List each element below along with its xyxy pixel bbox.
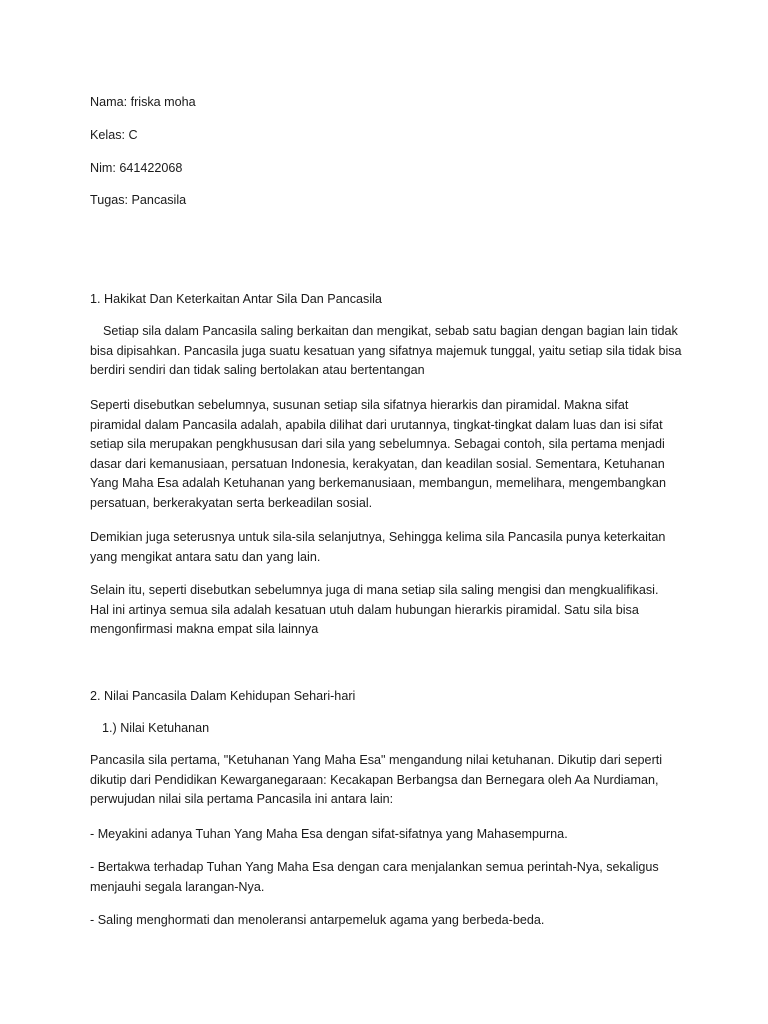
list-item-1: - Meyakini adanya Tuhan Yang Maha Esa dengan sifat-sifatnya yang Mahasempurna. [90, 827, 568, 841]
paragraph-line: - Bertakwa terhadap Tuhan Yang Maha Esa dengan cara menjalankan semua perintah-Nya, sekaligus [90, 860, 659, 874]
student-class: Kelas: C [90, 128, 138, 142]
paragraph-line: menjauhi segala larangan-Nya. [90, 879, 265, 894]
paragraph-line: Seperti disebutkan sebelumnya, susunan setiap sila sifatnya hierarkis dan piramidal. Makna sifat [90, 398, 629, 412]
paragraph-line: setiap sila merupakan pengkhususan dari sila yang sebelumnya. Sebagai contoh, sila pertama menjadi [90, 437, 665, 451]
paragraph-line: perwujudan nilai sila pertama Pancasila ini antara lain: [90, 792, 394, 806]
assignment-title: Tugas: Pancasila [90, 193, 187, 207]
paragraph-line: Pancasila sila pertama, "Ketuhanan Yang Maha Esa" mengandung nilai ketuhanan. Dikutip dari seperti [90, 753, 663, 767]
paragraph-line: Demikian juga seterusnya untuk sila-sila selanjutnya, Sehingga kelima sila Pancasila punya keterkaitan [90, 530, 666, 544]
section-1-paragraph-4 [90, 581, 690, 640]
list-item-3: - Saling menghormati dan menoleransi antarpemeluk agama yang berbeda-beda. [90, 913, 545, 927]
paragraph-line: yang mengikat antara satu dan yang lain. [90, 549, 321, 564]
paragraph-line: Selain itu, seperti disebutkan sebelumnya juga di mana setiap sila saling mengisi dan mengkualifikasi. [90, 583, 659, 597]
paragraph-line: piramidal dalam Pancasila adalah, apabila dilihat dari urutannya, tingkat-tingkat dalam luas dan isi sifat [90, 417, 663, 432]
section-2-subheading: 1.) Nilai Ketuhanan [102, 721, 210, 735]
paragraph-line: Yang Maha Esa adalah Ketuhanan yang berkemanusiaan, membangun, memelihara, mengembangkan [90, 476, 666, 490]
section-1-paragraph-1 [90, 322, 690, 381]
list-item-2 [90, 858, 690, 897]
paragraph-line: mengonfirmasi makna empat sila lainnya [90, 622, 319, 636]
section-2-paragraph-1 [90, 751, 690, 810]
student-nim: Nim: 641422068 [90, 161, 183, 175]
student-name: Nama: friska moha [90, 95, 196, 109]
paragraph-line: bisa dipisahkan. Pancasila juga suatu kesatuan yang sifatnya majemuk tunggal, yaitu setiap sila tidak bisa [90, 343, 682, 358]
section-1-heading: 1. Hakikat Dan Keterkaitan Antar Sila Dan Pancasila [90, 292, 382, 306]
section-1-paragraph-3 [90, 528, 690, 567]
paragraph-line: Setiap sila dalam Pancasila saling berkaitan dan mengikat, sebab satu bagian dengan bagian lain tidak [103, 324, 678, 338]
section-2-heading: 2. Nilai Pancasila Dalam Kehidupan Sehari-hari [90, 689, 356, 703]
paragraph-line: persatuan, berkerakyatan serta berkeadilan sosial. [90, 495, 373, 510]
paragraph-line: dasar dari kemanusiaan, persatuan Indonesia, kerakyatan, dan keadilan sosial. Sementara, Ketuhanan [90, 456, 665, 471]
paragraph-line: Hal ini artinya semua sila adalah kesatuan utuh dalam hubungan hierarkis piramidal. Satu sila bisa [90, 602, 639, 617]
paragraph-line: berdiri sendiri dan tidak saling bertolakan atau bertentangan [90, 363, 425, 377]
section-1-paragraph-2 [90, 396, 690, 513]
paragraph-line: dikutip dari Pendidikan Kewarganegaraan: Kecakapan Berbangsa dan Bernegara oleh Aa Nurdiaman, [90, 772, 659, 787]
